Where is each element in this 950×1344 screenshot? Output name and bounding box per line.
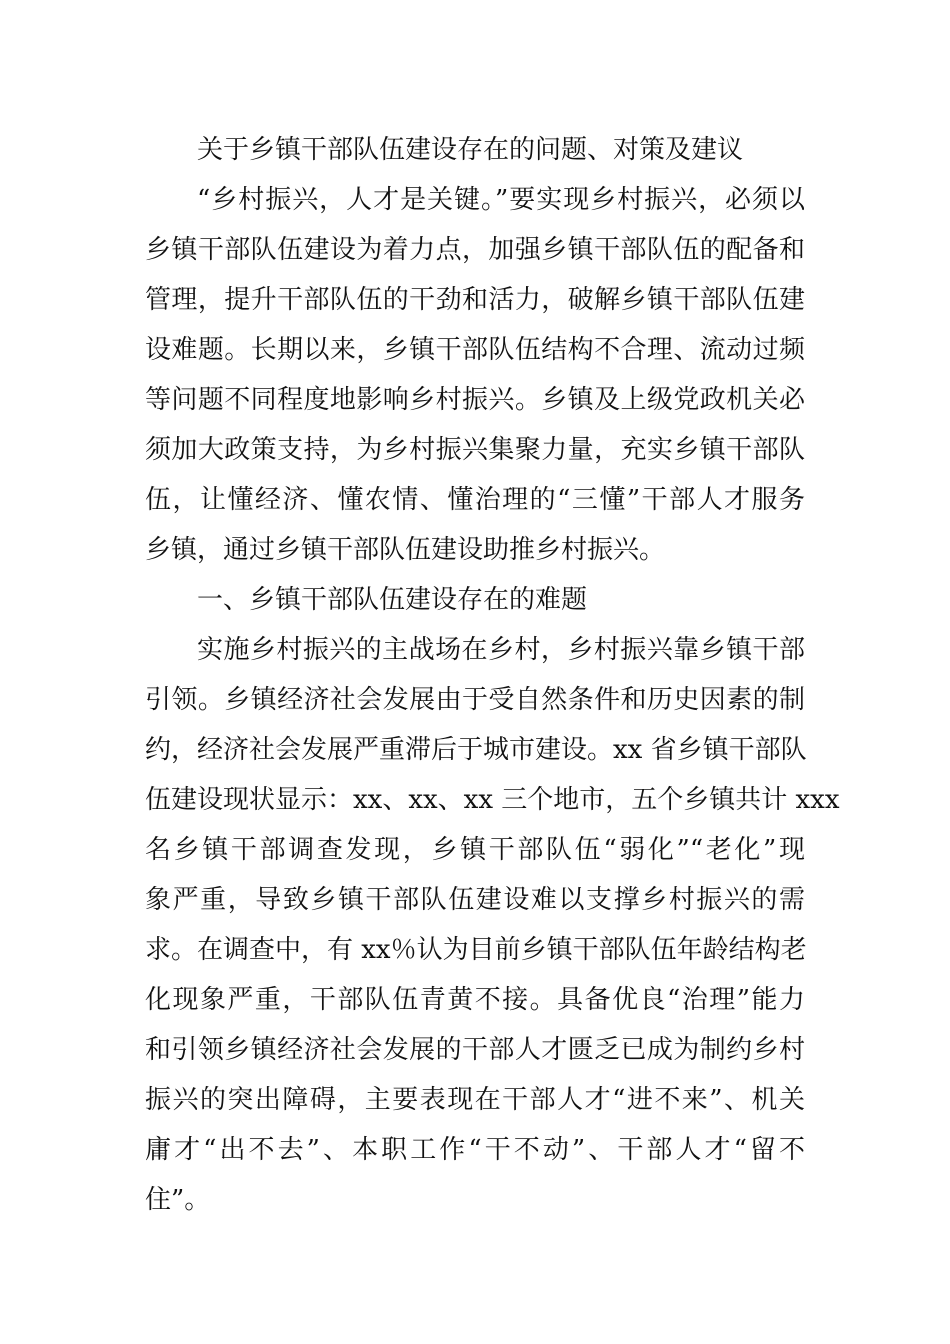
paragraph-line: 伍建设现状显示：xx、xx、xx 三个地市，五个乡镇共计 xxx <box>145 785 840 815</box>
paragraph-line: 住”。 <box>145 1185 211 1215</box>
paragraph-line: 名乡镇干部调查发现，乡镇干部队伍“弱化”“老化”现 <box>145 835 805 865</box>
paragraph-line: 乡镇干部队伍建设为着力点，加强乡镇干部队伍的配备和 <box>145 235 805 265</box>
section-heading: 一、乡镇干部队伍建设存在的难题 <box>197 585 588 615</box>
paragraph-line: 设难题。长期以来，乡镇干部队伍结构不合理、流动过频 <box>145 335 805 365</box>
document-body <box>145 125 840 1225</box>
paragraph-line: 伍，让懂经济、懂农情、懂治理的“三懂”干部人才服务 <box>145 485 805 515</box>
paragraph-line: 引领。乡镇经济社会发展由于受自然条件和历史因素的制 <box>145 685 805 715</box>
paragraph-line: 乡镇，通过乡镇干部队伍建设助推乡村振兴。 <box>145 535 666 565</box>
paragraph-line: 象严重，导致乡镇干部队伍建设难以支撑乡村振兴的需 <box>145 885 805 915</box>
document-title: 关于乡镇干部队伍建设存在的问题、对策及建议 <box>197 135 744 165</box>
paragraph-line: 须加大政策支持，为乡村振兴集聚力量，充实乡镇干部队 <box>145 435 805 465</box>
paragraph-line: 等问题不同程度地影响乡村振兴。乡镇及上级党政机关必 <box>145 385 805 415</box>
paragraph-line: 和引领乡镇经济社会发展的干部人才匮乏已成为制约乡村 <box>145 1035 805 1065</box>
paragraph-line: 实施乡村振兴的主战场在乡村，乡村振兴靠乡镇干部 <box>197 635 805 665</box>
paragraph-line: 庸才“出不去”、本职工作“干不动”、干部人才“留不 <box>145 1135 805 1165</box>
paragraph-line: 约，经济社会发展严重滞后于城市建设。xx 省乡镇干部队 <box>145 735 807 765</box>
paragraph-line: 化现象严重，干部队伍青黄不接。具备优良“治理”能力 <box>145 985 805 1015</box>
paragraph-line: 管理，提升干部队伍的干劲和活力，破解乡镇干部队伍建 <box>145 285 805 315</box>
paragraph-line: 振兴的突出障碍，主要表现在干部人才“进不来”、机关 <box>145 1085 805 1115</box>
paragraph-line: 求。在调查中，有 xx％认为目前乡镇干部队伍年龄结构老 <box>145 935 807 965</box>
paragraph-line: “乡村振兴，人才是关键。”要实现乡村振兴，必须以 <box>197 185 805 215</box>
